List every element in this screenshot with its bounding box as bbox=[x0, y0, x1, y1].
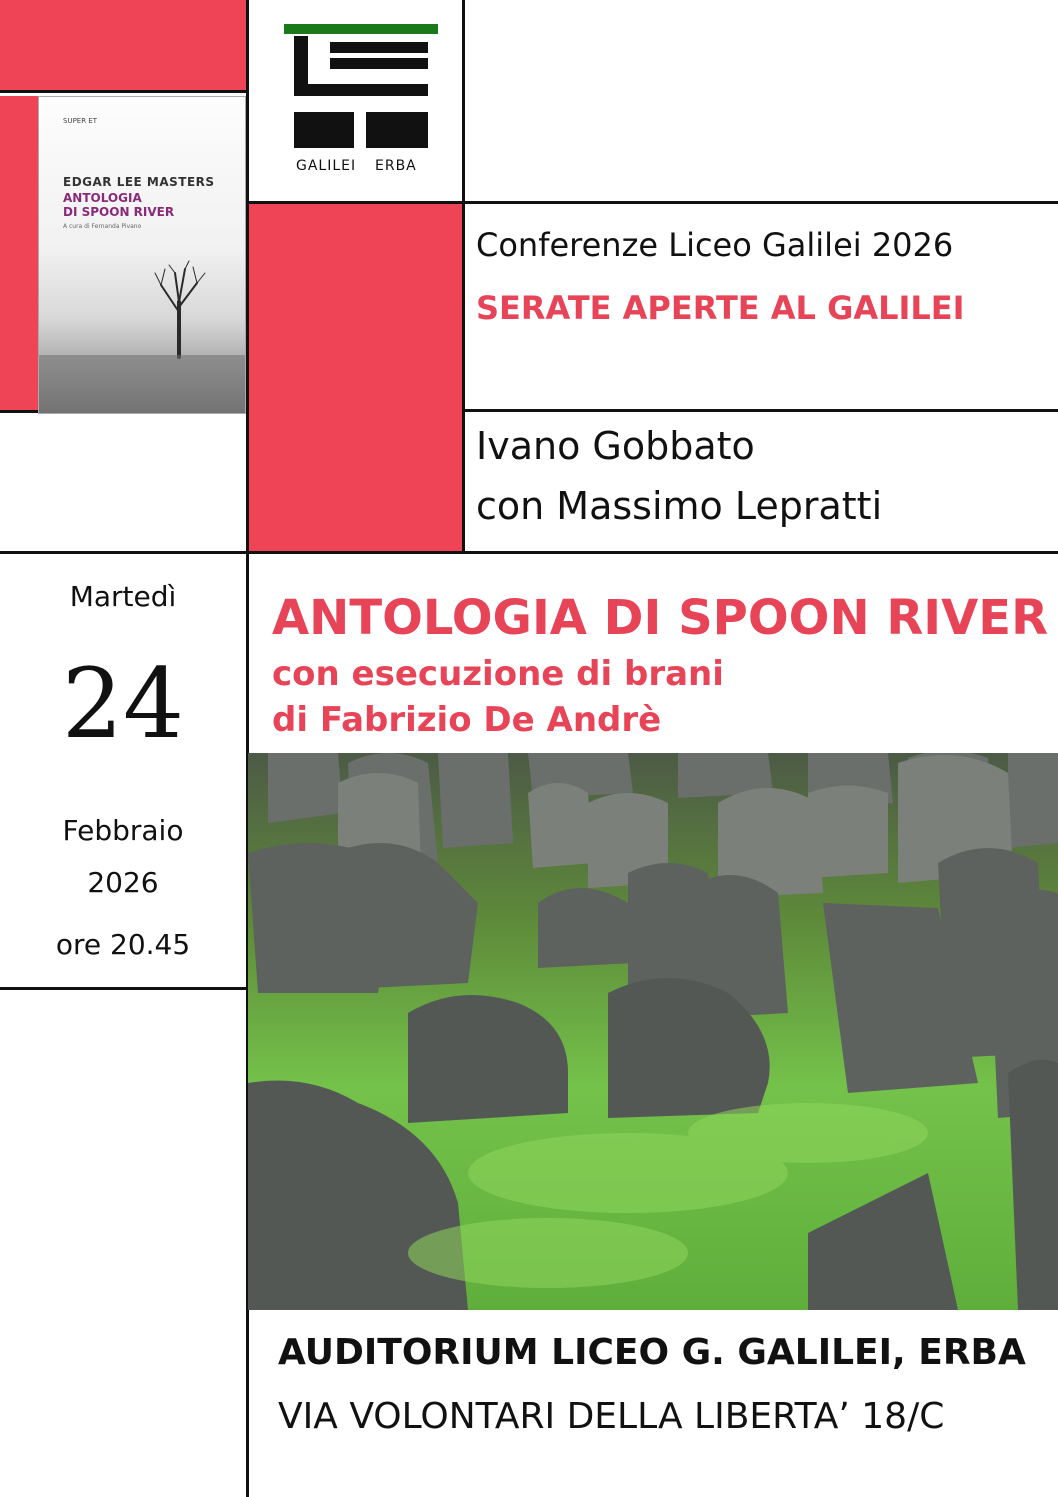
grid-line bbox=[0, 90, 249, 93]
event-subtitle-line2: di Fabrizio De Andrè bbox=[272, 700, 662, 740]
book-author: EDGAR LEE MASTERS bbox=[63, 175, 215, 189]
grid-line bbox=[462, 0, 465, 553]
event-year: 2026 bbox=[87, 866, 159, 899]
venue-address: VIA VOLONTARI DELLA LIBERTA’ 18/C bbox=[278, 1396, 945, 1437]
conference-series: Conferenze Liceo Galilei 2026 bbox=[476, 226, 954, 264]
event-title: ANTOLOGIA DI SPOON RIVER bbox=[272, 590, 1049, 646]
logo-left-word: GALILEI bbox=[296, 158, 357, 174]
event-weekday: Martedì bbox=[69, 580, 177, 613]
speaker-primary: Ivano Gobbato bbox=[476, 424, 755, 468]
galilei-erba-logo bbox=[282, 22, 442, 152]
red-block-left bbox=[0, 96, 38, 412]
book-title-line2: DI SPOON RIVER bbox=[63, 205, 175, 219]
grid-line bbox=[0, 987, 249, 990]
grid-line bbox=[462, 409, 1058, 412]
tree-illustration bbox=[39, 97, 245, 413]
event-month: Febbraio bbox=[62, 814, 184, 847]
event-subtitle-line1: con esecuzione di brani bbox=[272, 654, 724, 694]
venue-name: AUDITORIUM LICEO G. GALILEI, ERBA bbox=[278, 1332, 1026, 1373]
book-title-line1: ANTOLOGIA bbox=[63, 191, 142, 205]
red-block-center bbox=[248, 204, 462, 552]
book-cover-image bbox=[38, 96, 246, 414]
red-block-top-left bbox=[0, 0, 246, 90]
logo-right-word: ERBA bbox=[375, 158, 417, 174]
book-curator: A cura di Fernanda Pivano bbox=[63, 223, 142, 230]
cemetery-photo bbox=[248, 753, 1058, 1310]
grid-line bbox=[0, 551, 1058, 554]
event-day: 24 bbox=[61, 648, 185, 760]
event-time: ore 20.45 bbox=[55, 928, 191, 961]
speaker-secondary: con Massimo Lepratti bbox=[476, 484, 883, 528]
book-publisher: SUPER ET bbox=[63, 117, 97, 125]
event-tagline: SERATE APERTE AL GALILEI bbox=[476, 289, 965, 327]
grid-line bbox=[248, 201, 1058, 204]
